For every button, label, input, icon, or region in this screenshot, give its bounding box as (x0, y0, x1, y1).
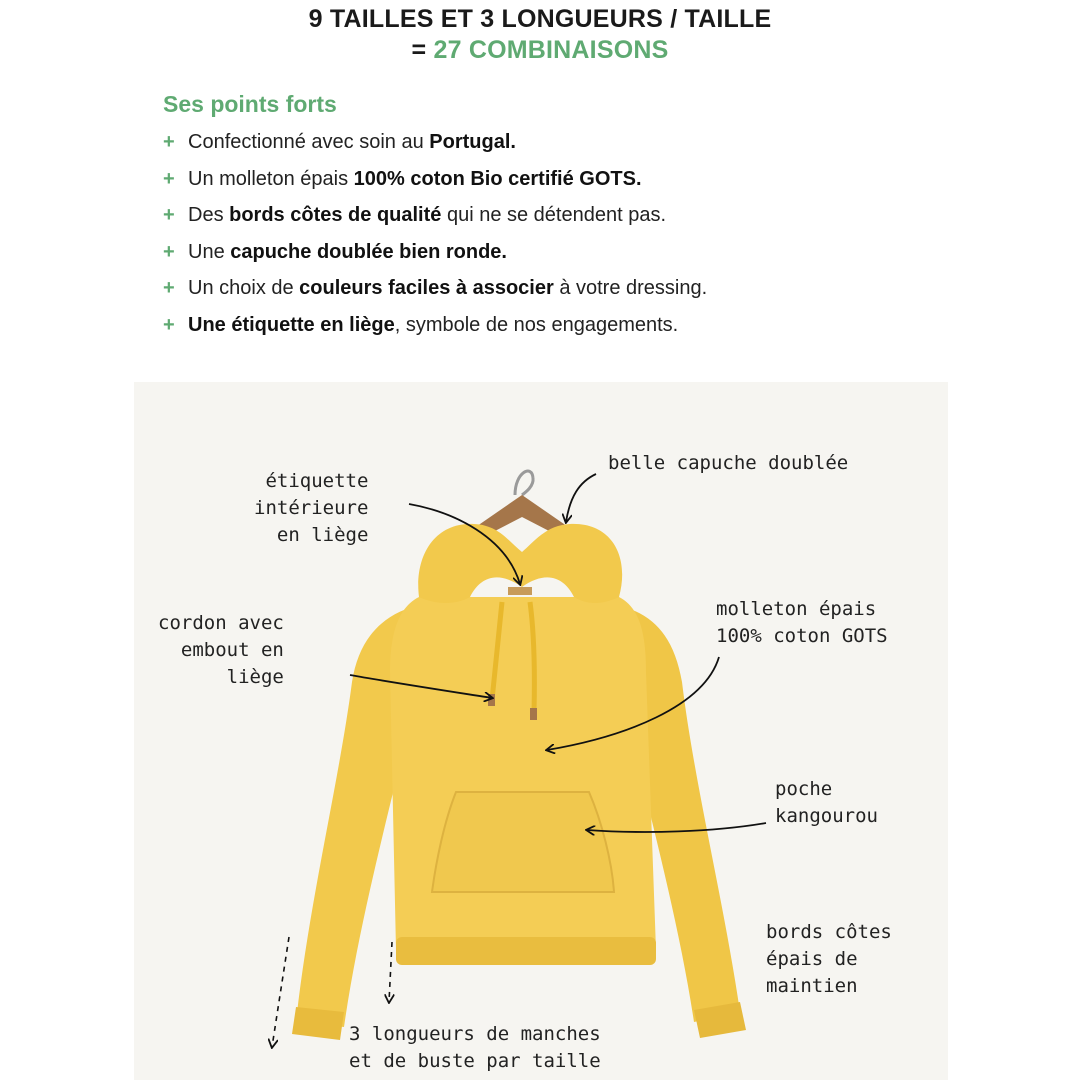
plus-icon: + (163, 277, 175, 299)
feature-highlight: couleurs faciles à associer (299, 277, 554, 299)
annotation-text: cordon avec (158, 612, 284, 634)
plus-icon: + (163, 240, 175, 263)
features-title: Ses points forts (163, 91, 337, 117)
annotation-text: 100% coton GOTS (716, 625, 888, 647)
feature-item (163, 307, 963, 344)
annotation-text: bords côtes (766, 921, 892, 943)
annotation-text: maintien (766, 975, 858, 997)
annotation-text: intérieure (254, 497, 369, 519)
feature-text: , symbole de nos engagements. (394, 313, 679, 336)
feature-text: Confectionné avec soin au (188, 131, 430, 153)
annotation-capuche (608, 450, 848, 477)
annotation-text: épais de (766, 948, 858, 970)
feature-item (163, 234, 963, 271)
plus-icon: + (163, 131, 175, 153)
plus-icon: + (163, 204, 175, 226)
annotation-text: étiquette (265, 470, 369, 492)
headline-line-2 (0, 35, 1080, 66)
feature-text: Un molleton épais (188, 167, 354, 190)
feature-highlight: bords côtes de qualité (229, 204, 442, 226)
feature-item (163, 197, 963, 234)
annotation-text: poche (775, 778, 833, 800)
annotation-cordon (158, 610, 284, 691)
plus-icon: + (163, 313, 175, 336)
headline (0, 4, 1080, 66)
feature-text: qui ne se détendent pas. (441, 204, 667, 226)
feature-item (163, 161, 963, 198)
headline-combinations: 27 COMBINAISONS (433, 36, 669, 64)
annotation-text: belle capuche doublée (608, 452, 849, 474)
annotation-text: liège (226, 666, 284, 688)
headline-equals: = (411, 36, 434, 64)
annotation-text: et de buste par taille (349, 1050, 601, 1072)
features-section (163, 88, 963, 343)
annotation-molleton (716, 596, 888, 650)
feature-text: Une (188, 240, 231, 263)
plus-icon: + (163, 167, 175, 190)
headline-line-1: 9 TAILLES ET 3 LONGUEURS / TAILLE (308, 5, 772, 33)
product-photo (134, 382, 948, 1080)
annotation-text: 3 longueurs de manches (349, 1023, 601, 1045)
annotation-bords (766, 919, 892, 1000)
feature-item (163, 270, 963, 307)
annotation-poche (775, 776, 878, 830)
feature-highlight: capuche doublée bien ronde. (230, 240, 507, 263)
features-list (163, 124, 963, 343)
feature-highlight: Une étiquette en liège (188, 313, 395, 336)
annotation-text: en liège (276, 524, 369, 546)
feature-highlight: Portugal. (429, 131, 516, 153)
feature-text: Des (188, 204, 230, 226)
feature-item (163, 124, 963, 161)
feature-highlight: 100% coton Bio certifié GOTS. (353, 167, 642, 190)
annotation-text: molleton épais (716, 598, 877, 620)
annotation-longueurs (349, 1021, 601, 1075)
feature-text: à votre dressing. (553, 277, 708, 299)
feature-text: Un choix de (188, 277, 300, 299)
annotation-text: embout en (180, 639, 284, 661)
annotation-etiquette (254, 468, 368, 549)
annotation-text: kangourou (775, 805, 878, 827)
hoodie (292, 524, 746, 1040)
